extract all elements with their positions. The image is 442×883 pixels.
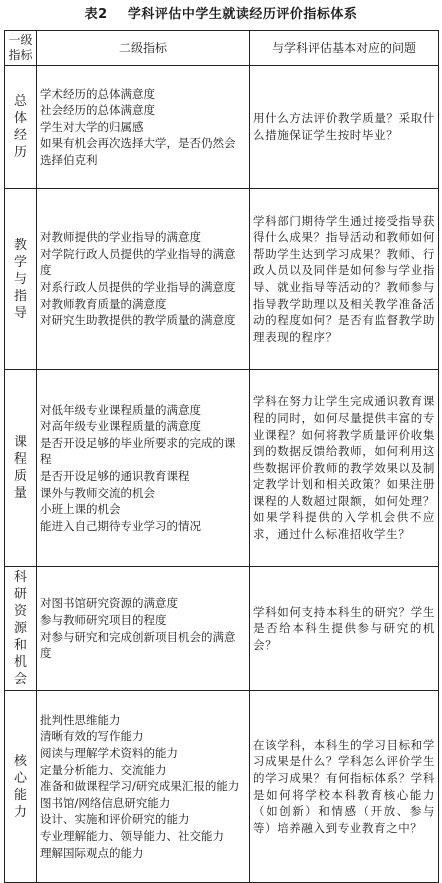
indicator-item: 对系行政人员提供的学业指导的满意度 bbox=[40, 280, 236, 294]
indicator-item: 对高年级专业课程质量的满意度 bbox=[40, 419, 201, 434]
indicator-item: 是否开设足够的通识教育课程 bbox=[40, 469, 190, 483]
table-row bbox=[5, 567, 439, 691]
indicator-item: 对图书馆研究资源的满意度 bbox=[40, 596, 178, 611]
table-row bbox=[5, 370, 439, 567]
indicator-item: 参与教师研究项目的程度 bbox=[40, 612, 167, 627]
indicator-item: 对学院行政人员提供的学业指导的满意度 bbox=[40, 246, 236, 278]
table-row bbox=[5, 66, 439, 189]
question-cell: 在该学科，本科生的学习目标和学习成果是什么？学科怎么评价学生的学习成果？有何指标体系？学科是如何将学校本科教育核心能力（如创新）和情感（开放、参与等）培养融入到专业教育之中？ bbox=[250, 691, 439, 883]
indicator-item: 对教师教育质量的满意度 bbox=[40, 296, 167, 311]
indicator-item: 清晰有效的写作能力 bbox=[40, 729, 144, 744]
header-level2: 二级指标 bbox=[37, 31, 250, 66]
indicator-item: 图书馆/网络信息研究能力 bbox=[40, 795, 171, 810]
question-cell: 学科部门期待学生通过接受指导获得什么成果？指导活动和教师如何帮助学生达到学习成果？教师、行政人员以及同伴是如何参与学业指导、就业指导等活动的？教师参与指导教学助理以及相关教学准备活动的程度如何？是否有监督教学助理表现的程序？ bbox=[250, 189, 439, 370]
category-cell: 教学与指导 bbox=[5, 189, 37, 370]
indicators-cell bbox=[37, 66, 250, 189]
indicator-table bbox=[4, 30, 439, 883]
question-cell: 学科如何支持本科生的研究？学生是否给本科生提供参与研究的机会？ bbox=[250, 567, 439, 691]
question-cell: 用什么方法评价教学质量？采取什么措施保证学生按时毕业？ bbox=[250, 66, 439, 189]
indicator-item: 社会经历的总体满意度 bbox=[40, 103, 155, 118]
table-row bbox=[5, 691, 439, 883]
indicator-item: 小班上课的机会 bbox=[40, 502, 121, 517]
indicator-item: 对教师提供的学业指导的满意度 bbox=[40, 230, 201, 245]
indicator-item: 如果有机会再次选择大学，是否仍然会选择伯克利 bbox=[40, 136, 236, 167]
indicator-item: 准备和做课程学习/研究成果汇报的能力 bbox=[40, 779, 240, 794]
indicator-item: 对低年级专业课程质量的满意度 bbox=[40, 402, 201, 417]
category-cell: 科研资源和机会 bbox=[5, 567, 37, 691]
category-cell: 课程质量 bbox=[5, 370, 37, 567]
indicator-item: 批判性思维能力 bbox=[40, 712, 121, 727]
category-cell: 总体经历 bbox=[5, 66, 37, 189]
indicators-cell bbox=[37, 567, 250, 691]
header-level1: 一级指标 bbox=[5, 31, 37, 66]
indicator-item: 能进入自己期待专业学习的情况 bbox=[40, 518, 201, 533]
table-title: 表2 学科评估中学生就读经历评价指标体系 bbox=[84, 7, 358, 22]
header-questions: 与学科评估基本对应的问题 bbox=[250, 31, 439, 66]
header-row bbox=[5, 31, 439, 66]
indicators-cell bbox=[37, 189, 250, 370]
indicator-item: 学术经历的总体满意度 bbox=[40, 86, 155, 101]
table-row bbox=[5, 189, 439, 370]
indicator-item: 对参与研究和完成创新项目机会的满意度 bbox=[40, 629, 236, 661]
indicator-item: 定量分析能力、交流能力 bbox=[40, 762, 167, 777]
indicators-cell bbox=[37, 370, 250, 567]
indicator-item: 是否开设足够的毕业所要求的完成的课程 bbox=[40, 435, 236, 467]
indicator-item: 对研究生助教提供的教学质量的满意度 bbox=[40, 313, 236, 328]
indicator-item: 设计、实施和评价研究的能力 bbox=[40, 812, 190, 827]
indicator-item: 课外与教师交流的机会 bbox=[40, 485, 155, 500]
category-cell: 核心能力 bbox=[5, 691, 37, 883]
indicator-item: 理解国际观点的能力 bbox=[40, 845, 144, 860]
question-cell: 学科在努力让学生完成通识教育课程的同时，如何尽量提供丰富的专业课程？如何将教学质量评价收集到的数据反馈给教师，如何利用这些数据评价教师的教学效果以及制定教学计划和相关政策？如果注册课程的人数超过限额，如何处理？如果学科提供的入学机会供不应求，通过什么标准招收学生？ bbox=[250, 370, 439, 567]
indicators-cell bbox=[37, 691, 250, 883]
indicator-item: 专业理解能力、领导能力、社交能力 bbox=[40, 828, 224, 843]
indicator-item: 阅读与理解学术资料的能力 bbox=[40, 746, 178, 761]
table-body bbox=[5, 66, 439, 883]
indicator-item: 学生对大学的归属感 bbox=[40, 119, 144, 134]
